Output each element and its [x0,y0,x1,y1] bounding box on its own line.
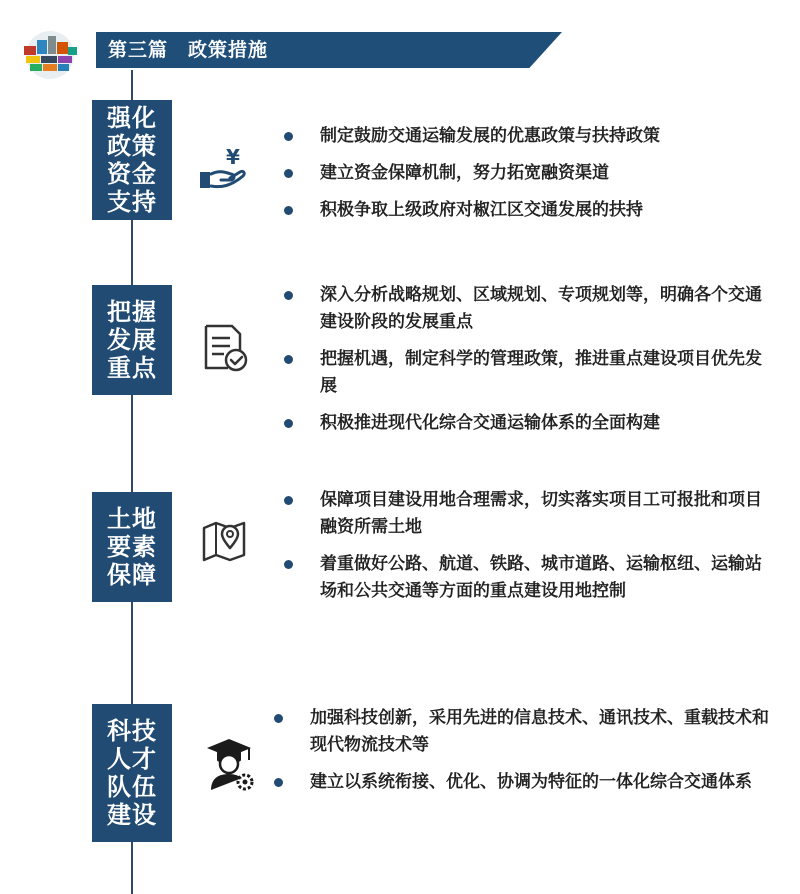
bullet-item: 建立以系统衔接、优化、协调为特征的一体化综合交通体系 [272,769,772,796]
bullet-item: 积极推进现代化综合交通运输体系的全面构建 [282,410,764,437]
bullet-item: 加强科技创新，采用先进的信息技术、通讯技术、重载技术和现代物流技术等 [272,705,772,759]
bullet-list-land [282,487,776,615]
bullet-list-talent [272,705,772,806]
bullet-item: 建立资金保障机制，努力拓宽融资渠道 [282,160,762,187]
bullet-list-funding [282,123,762,234]
map-pin-icon [200,518,252,566]
city-collage-logo [18,28,82,80]
bullet-item: 深入分析战略规划、区域规划、专项规划等，明确各个交通建设阶段的发展重点 [282,282,764,336]
section-label-talent: 科技 人才 队伍 建设 [92,704,172,842]
bullet-item: 把握机遇，制定科学的管理政策，推进重点建设项目优先发展 [282,346,764,400]
section-label-land: 土地 要素 保障 [92,492,172,602]
bullet-list-focus [282,282,764,447]
section-label-focus: 把握 发展 重点 [92,285,172,395]
graduate-gear-icon [203,734,259,792]
bullet-item: 制定鼓励交通运输发展的优惠政策与扶持政策 [282,123,762,150]
document-check-icon [200,322,250,374]
bullet-item: 保障项目建设用地合理需求，切实落实项目工可报批和项目融资所需土地 [282,487,776,541]
svg-text:¥: ¥ [226,145,240,169]
section-label-funding: 强化 政策 资金 支持 [92,100,172,220]
hand-yen-icon [196,144,254,192]
page-title: 第三篇 政策措施 [108,39,269,61]
bullet-item: 着重做好公路、航道、铁路、城市道路、运输枢纽、运输站场和公共交通等方面的重点建设用地控制 [282,551,776,605]
bullet-item: 积极争取上级政府对椒江区交通发展的扶持 [282,197,762,224]
